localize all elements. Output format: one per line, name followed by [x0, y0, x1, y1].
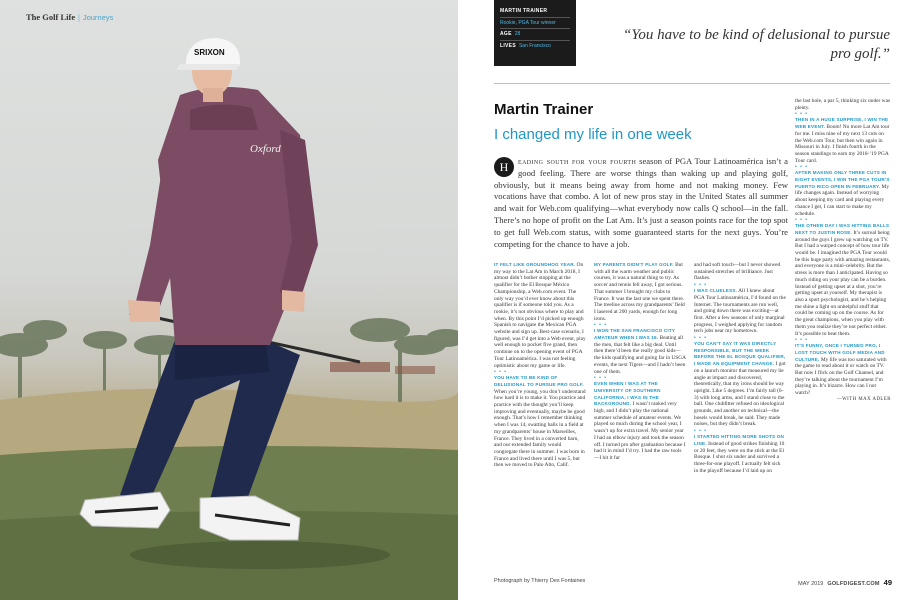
body-paragraph	[795, 223, 891, 337]
body-paragraph	[795, 117, 891, 164]
body-paragraph	[795, 343, 891, 397]
info-age: 28	[514, 31, 521, 37]
player-info-box	[494, 0, 576, 66]
info-rookie: Rookie, PGA Tour winner	[500, 19, 556, 26]
section-dots: • • •	[694, 428, 708, 435]
hat-logo: SRIXON	[194, 48, 225, 57]
section-name: Journeys	[82, 13, 114, 22]
paragraph-lead-in: EVEN WHEN I WAS AT THE UNIVERSITY OF SOUTHERN CALIFORNIA, I WAS IN THE BACKGROUND.	[594, 381, 661, 407]
photo-credit: Photograph by Thierry Des Fontaines	[494, 578, 586, 584]
drop-cap: H	[494, 157, 514, 177]
right-page-folio	[798, 578, 892, 587]
paragraph-text: and had soft touch—but I never showed sustained stretches of brilliance. Just flashes.	[694, 262, 781, 282]
section-dots: • • •	[694, 282, 708, 289]
paragraph-lead-in: I WAS CLUELESS.	[694, 288, 738, 294]
intro-lead: eading south for your fourth	[518, 156, 637, 166]
body-paragraph	[594, 381, 686, 461]
body-paragraph	[694, 341, 786, 428]
article-title: Martin Trainer	[494, 101, 594, 118]
paragraph-text: My life was too saturated with the game to read about it or watch on TV. But now I flick on the Golf Channel, and they’re talking about the tournament I’m playing in. It’s bizarre. How can I not watch?	[795, 356, 887, 397]
body-paragraph	[694, 288, 786, 335]
section-dots: • • •	[694, 335, 708, 342]
body-column-4	[795, 98, 891, 404]
paragraph-lead-in: MY PARENTS DIDN’T PLAY GOLF.	[594, 262, 674, 267]
paragraph-text: All I knew about PGA Tour Latinoamérica, I’d found on the Internet. The tournaments are run well, and going down there was exciting—at first. After a few seasons of only marginal progress, I weighed applying for random tech jobs near my hometown.	[694, 288, 786, 335]
paragraph-text: It’s surreal being around the guys I grew up watching on TV. But I had a warped concept of how tour life would be. I imagined the PGA Tour would be this huge party with amazing restaurants, and everyone is a mini-celebrity. But the stress is more than I anticipated. Having so much riding on your play can be a burden. Instead of getting upset at a shot, you’re getting upset at yourself. My therapist is also a sport psychologist, and he’s helping me shine a light on unhelpful stuff that could be coming up on the course. As for the great champions, when you play with them you realize they’re not perfect either. It’s possible to beat them.	[795, 229, 891, 337]
paragraph-text: Boom! No more Lat Am tour for me. I miss nine of my next 13 cuts on the Web.com Tour, but then win again in Missouri in July. I finish fourth in the season standings to earn my 2018-’19 PGA Tour card.	[795, 124, 890, 164]
paragraph-lead-in: IT’S FUNNY, ONCE I TURNED PRO, I LOST TOUCH WITH GOLF MEDIA AND CULTURE.	[795, 343, 885, 362]
body-paragraph	[594, 262, 686, 322]
paragraph-lead-in: I WON THE SAN FRANCISCO CITY AMATEUR WHEN I WAS 16.	[594, 328, 676, 341]
paragraph-lead-in: YOU CAN’T SAY IT WAS DIRECTLY RESPONSIBLE, BUT THE WEEK BEFORE THE EL BOSQUE QUALIFIER, I MADE AN EQUIPMENT CHANGE.	[694, 341, 786, 367]
paragraph-text: When you’re young, you don’t understand how hard it is to make it. You practice and practice with the thought you’ll keep improving and eventually, maybe be good enough. That’s how I remember thinking when I was 14, swatting balls in a field at my grandparents’ house in Marseilles, France. They lived in a converted barn, and our extended family would congregate there in summer. I was born in France and lived there until I was 5, but then we moved to Palo Alto, Calif.	[494, 388, 586, 469]
paragraph-lead-in: THE OTHER DAY I WAS HITTING BALLS NEXT TO JUSTIN ROSE.	[795, 223, 890, 235]
magazine-name: The Golf Life	[26, 12, 76, 22]
section-dots: • • •	[795, 337, 809, 344]
intro-paragraph	[494, 156, 788, 250]
paragraph-lead-in: IT FELT LIKE GROUNDHOG YEAR.	[494, 262, 576, 267]
pull-quote: “You have to be kind of delusional to pursue pro golf.”	[623, 27, 890, 62]
body-paragraph	[795, 170, 891, 217]
body-paragraph	[494, 375, 586, 469]
info-lives-row	[500, 41, 570, 52]
paragraph-lead-in: YOU HAVE TO BE KIND OF DELUSIONAL TO PURSUE PRO GOLF.	[494, 375, 584, 387]
body-paragraph	[694, 262, 786, 282]
issue-date: MAY 2019	[798, 581, 824, 587]
paragraph-text: I got on a launch monitor that measured my lie angle at impact and discovered, theoretically, that my irons should be way upright. Like 5 degrees. I’m fairly tall (6-3) with long arms, and I stand close to the ball. One clubfitter refused on ideological grounds, and another on technical—the hosels would break, he said. They made noises, but they didn’t break.	[694, 361, 786, 428]
info-lives: San Francisco	[518, 42, 551, 49]
section-dots: • • •	[795, 111, 809, 118]
paragraph-lead-in: I STARTED HITTING MORE SHOTS ON LINE.	[694, 434, 785, 446]
intro-text: season of PGA Tour Latinoamérica isn’t a good feeling. There are worse things than waking up and playing golf, obviously, but it means being away from home and not making money. Few vocations have that combo. A lot of new pros stay in the United States all summer and wait for Web.com qualifying—what everybody now calls Q school—in the fall. There’s no hope of profit on the Lat Am. It’s just a season points race for the top spot to get full Web.com status, with some guaranteed starts for the next guys. You’re competing for the chance to have a job.	[494, 156, 788, 249]
body-paragraph	[795, 98, 891, 111]
section-dots: • • •	[594, 322, 608, 329]
shirt-logo: Oxford	[250, 143, 281, 155]
info-name: MARTIN TRAINER	[500, 8, 548, 14]
page-number: 49	[883, 578, 892, 587]
paragraph-text: On my way to the Lat Am in March 2018, I almost didn’t bother stopping at the qualifier for the El Bosque México Championship, a Web.com event. The only way you’d ever know about this qualifier is if someone told you. As a rookie, it’s not obvious where to play and when. By this point I’d picked up enough Spanish to navigate the Mexican PGA website and sign up. Best-case scenario, I figured, was I’d get into a Web event, play well enough to pocket five grand, then continue on to the opening event of PGA Tour Latinoamérica. I was not feeling optimistic about my game or life.	[494, 262, 586, 369]
article-headline: I changed my life in one week	[494, 126, 692, 143]
paragraph-text: I wasn’t ranked very high, and I didn’t play the national summer schedule of amateur events. We played so much during the school year, I wasn’t up for extra travel. My senior year I had an elbow injury and took the season off. I turned pro after graduation because I had it in mind I’d try. I had the raw tools—I hit it far	[594, 401, 686, 461]
paragraph-text: the last hole, a par 5, thinking six under was plenty.	[795, 98, 891, 111]
paragraph-text: My life changes again. Instead of worrying about keeping my card and playing every chance I get, I can start to make my schedule.	[795, 183, 890, 217]
body-column-2	[594, 262, 686, 462]
section-dots: • • •	[494, 369, 508, 376]
paragraph-text: But with all the warm weather and public courses, it was a natural thing to try. As soccer and tennis fell away, I got serious. That summer I brought my clubs to France. It was the last one we spent there. The treeline across my grandparents’ field I lasered at 200 yards, enough for long irons.	[594, 262, 685, 322]
info-name-row	[500, 6, 570, 18]
body-paragraph	[494, 262, 586, 369]
left-page-folio	[26, 12, 113, 22]
info-age-row	[500, 29, 570, 41]
paragraph-lead-in: AFTER MAKING ONLY THREE CUTS IN EIGHT EVENTS, I WIN THE PGA TOUR’S PUERTO RICO OPEN IN FEBRUARY.	[795, 170, 890, 189]
info-rookie-row	[500, 18, 570, 30]
paragraph-text: Instead of good strikes finishing 10 or 20 feet, they were on the stick at the El Bosque. I shot six under and survived a three-for-one playoff. I actually felt sick in the playoff because I’d laid up on	[694, 440, 785, 474]
body-column-1	[494, 262, 586, 469]
website-name: GOLFDIGEST.COM	[827, 581, 880, 587]
paragraph-text: Beating all the men, that felt like a big deal. Until then there’d been the really good kids—the kids qualifying and going far in USGA events, the next Tigers—and I hadn’t been one of them.	[594, 335, 686, 375]
folio-separator: |	[78, 12, 80, 22]
section-dots: • • •	[594, 375, 608, 382]
body-paragraph	[694, 434, 786, 474]
section-dots: • • •	[795, 217, 809, 224]
section-dots: • • •	[795, 164, 809, 171]
info-lives-label: LIVES	[500, 42, 516, 49]
paragraph-lead-in: THEN IN A HUGE SURPRISE, I WIN THE WEB EVENT.	[795, 117, 889, 130]
body-paragraph	[594, 328, 686, 375]
info-age-label: AGE	[500, 31, 512, 37]
header-divider	[494, 83, 890, 84]
byline-signature: —WITH MAX ADLER	[836, 396, 891, 402]
body-column-3	[694, 262, 786, 474]
